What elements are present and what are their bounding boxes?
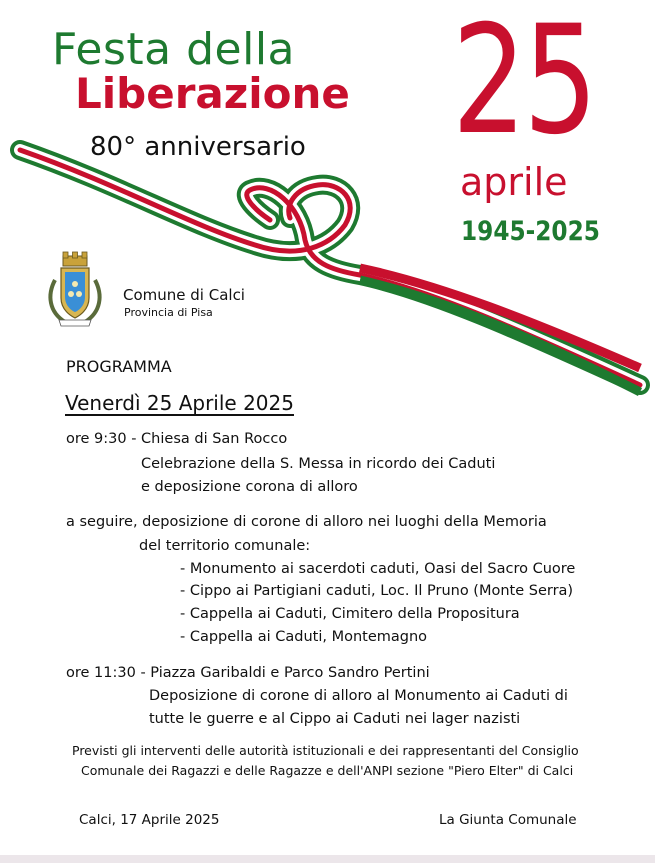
province-name: Provincia di Pisa (124, 306, 213, 319)
bottom-bar (0, 855, 655, 863)
title-line-1: Festa della (52, 24, 296, 75)
event3-line2: Deposizione di corone di alloro al Monumento ai Caduti di (149, 688, 568, 704)
anniversary-subtitle: 80° anniversario (90, 132, 306, 162)
memorial-item: - Cippo ai Partigiani caduti, Loc. Il Pruno (Monte Serra) (180, 583, 574, 599)
event1-line3: e deposizione corona di alloro (141, 479, 358, 495)
signature: La Giunta Comunale (439, 812, 577, 828)
title-line-2: Liberazione (75, 69, 350, 118)
note-line-2: Comunale dei Ragazzi e delle Ragazze e dell'ANPI sezione "Piero Elter" di Calci (81, 763, 574, 778)
event2-line2: del territorio comunale: (139, 538, 311, 554)
event2-line1: a seguire, deposizione di corone di alloro nei luoghi della Memoria (66, 514, 547, 530)
event1-time-place: ore 9:30 - Chiesa di San Rocco (66, 431, 288, 447)
years-label: 1945-2025 (461, 216, 600, 247)
municipality-name: Comune di Calci (123, 286, 245, 304)
month-label: aprile (460, 160, 568, 204)
event3-time-place: ore 11:30 - Piazza Garibaldi e Parco Sandro Pertini (66, 665, 430, 681)
memorial-item: - Cappella ai Caduti, Montemagno (180, 629, 428, 645)
note-line-1: Previsti gli interventi delle autorità istituzionali e dei rappresentanti del Consiglio (72, 743, 579, 758)
day-number: 25 (452, 0, 595, 168)
memorial-item: - Cappella ai Caduti, Cimitero della Propositura (180, 606, 520, 622)
event1-line2: Celebrazione della S. Messa in ricordo dei Caduti (141, 456, 496, 472)
memorial-item: - Monumento ai sacerdoti caduti, Oasi del Sacro Cuore (180, 561, 576, 577)
place-date: Calci, 17 Aprile 2025 (79, 812, 220, 828)
event3-line3: tutte le guerre e al Cippo ai Caduti nei lager nazisti (149, 711, 521, 727)
program-heading: PROGRAMMA (66, 357, 172, 376)
program-date: Venerdì 25 Aprile 2025 (65, 391, 294, 415)
municipal-crest-icon (45, 250, 105, 330)
